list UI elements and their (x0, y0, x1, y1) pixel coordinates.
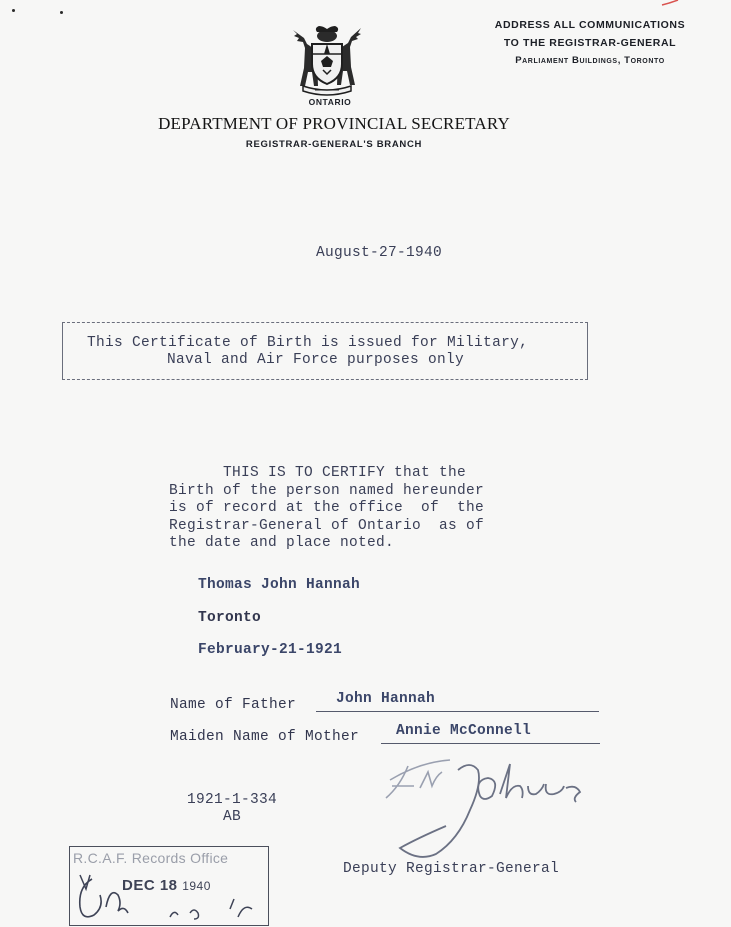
person-name: Thomas John Hannah (198, 577, 361, 593)
father-name: John Hannah (336, 691, 436, 707)
certify-line: Registrar-General of Ontario as of (169, 517, 485, 534)
certify-line: THIS IS TO CERTIFY that the (169, 465, 467, 481)
father-label: Name of Father (170, 697, 297, 713)
stamp-title: R.C.A.F. Records Office (73, 850, 229, 866)
rcaf-records-stamp (69, 846, 269, 926)
mother-label: Maiden Name of Mother (170, 729, 360, 745)
red-pencil-mark (660, 0, 680, 6)
registrar-signature (370, 750, 600, 860)
military-notice-line-2: Naval and Air Force purposes only (167, 352, 465, 368)
registration-number (187, 792, 277, 826)
birth-date: February-21-1921 (198, 642, 343, 658)
province-label: ONTARIO (308, 97, 352, 107)
mother-maiden-name: Annie McConnell (396, 723, 532, 739)
paper-speck (60, 11, 63, 14)
certify-line: Birth of the person named hereunder (169, 482, 485, 499)
certify-line: the date and place noted. (169, 535, 395, 551)
birth-place: Toronto (198, 610, 262, 626)
stamp-date-day: DEC 18 (122, 877, 178, 894)
father-field (170, 691, 436, 713)
mother-field (170, 723, 532, 745)
letterhead-address (470, 16, 710, 70)
military-purposes-box (62, 322, 588, 380)
ontario-coat-of-arms-icon (287, 24, 367, 98)
certify-line: is of record at the office of the (169, 500, 485, 516)
mother-underline (381, 743, 600, 744)
stamp-handwriting (70, 847, 270, 927)
military-notice-line-1: This Certificate of Birth is issued for Military, (87, 335, 529, 351)
stamp-date-year: 1940 (182, 879, 211, 893)
address-line-3: Parliament Buildings, Toronto (515, 55, 665, 66)
address-line-2: TO THE REGISTRAR-GENERAL (503, 37, 677, 49)
branch-title: REGISTRAR-GENERAL'S BRANCH (245, 139, 423, 150)
signatory-title: Deputy Registrar-General (343, 861, 560, 877)
issue-date: August-27-1940 (316, 245, 443, 261)
department-title: DEPARTMENT OF PROVINCIAL SECRETARY (158, 114, 510, 133)
registration-number-value: 1921-1-334 (187, 792, 278, 808)
certification-paragraph (169, 465, 529, 553)
father-underline (316, 711, 599, 712)
registration-suffix: AB (223, 809, 242, 825)
address-line-1: ADDRESS ALL COMMUNICATIONS (494, 19, 686, 31)
paper-speck (12, 9, 15, 12)
